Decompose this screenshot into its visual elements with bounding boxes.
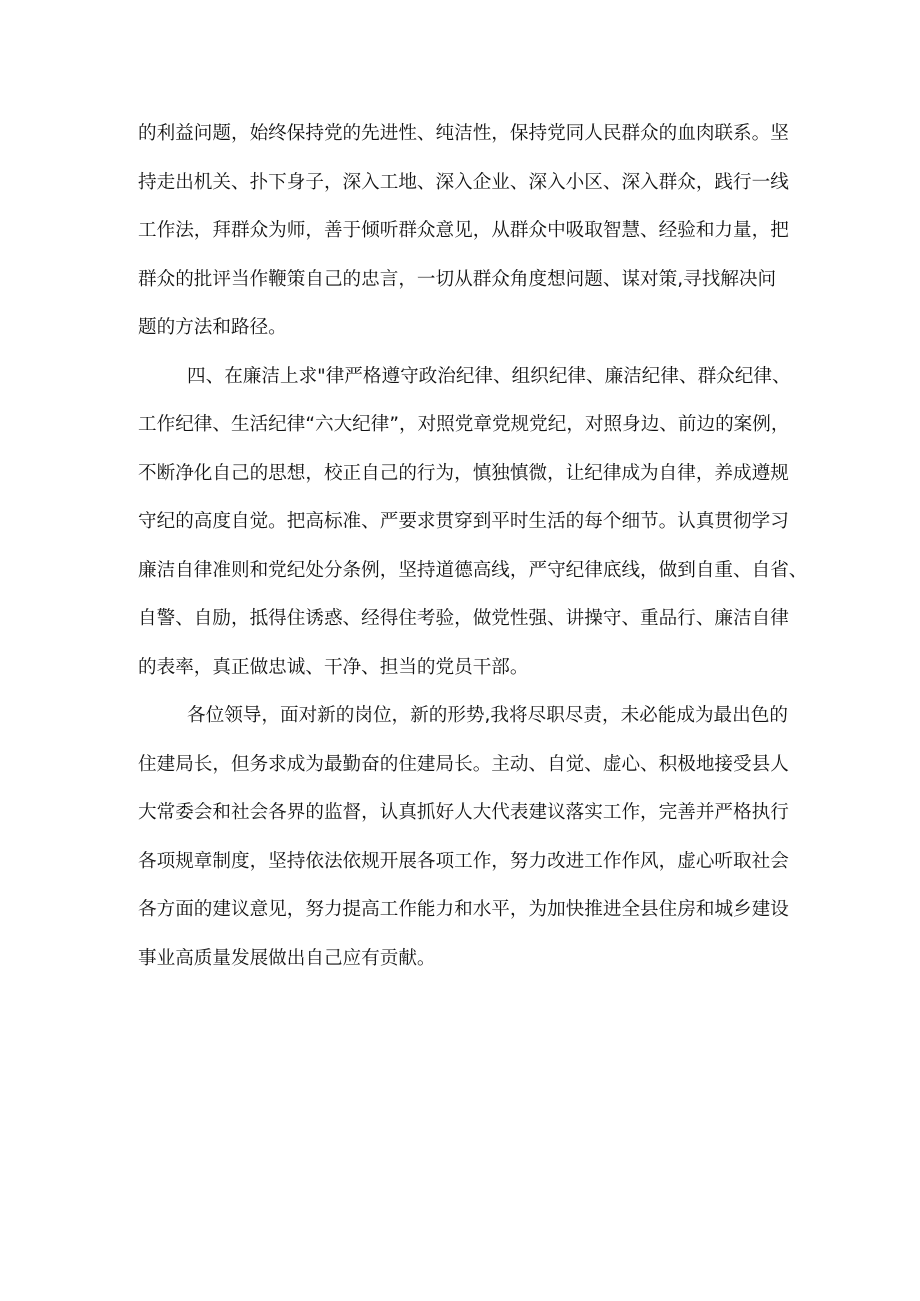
paragraph — [138, 692, 789, 983]
text-line: 的利益问题，始终保持党的先进性、纯洁性，保持党同人民群众的血肉联系。坚 — [138, 123, 789, 144]
text-line: 不断净化自己的思想，校正自己的行为，慎独慎微，让纪律成为自律，养成遵规 — [138, 462, 789, 484]
text-line: 各位领导，面对新的岗位，新的形势,我将尽职尽责，未必能成为最出色的 — [187, 705, 788, 726]
text-line: 持走出机关、扑下身子，深入工地、深入企业、深入小区、深入群众，践行一线 — [138, 171, 789, 193]
paragraph — [138, 353, 808, 693]
document-body — [138, 110, 808, 983]
text-line: 各方面的建议意见，努力提高工作能力和水平，为加快推进全县住房和城乡建设 — [138, 899, 789, 920]
text-line: 各项规章制度，坚持依法依规开展各项工作，努力改进工作作风，虚心听取社会 — [138, 850, 789, 872]
paragraph — [138, 110, 789, 353]
text-line: 自警、自励，抵得住诱惑、经得住考验，做党性强、讲操守、重品行、廉洁自律 — [138, 608, 789, 629]
text-line: 大常委会和社会各界的监督，认真抓好人大代表建议落实工作，完善并严格执行 — [138, 802, 789, 823]
text-line: 四、在廉洁上求"律严格遵守政治纪律、组织纪律、廉洁纪律、群众纪律、 — [187, 365, 791, 387]
text-line: 守纪的高度自觉。把高标准、严要求贯穿到平时生活的每个细节。认真贯彻学习 — [138, 511, 789, 532]
text-line: 工作纪律、生活纪律“六大纪律”，对照党章党规党纪，对照身边、前边的案例， — [138, 414, 790, 435]
text-line: 群众的批评当作鞭策自己的忠言，一切从群众角度想问题、谋对策,寻找解决问 — [138, 268, 777, 290]
text-line: 廉洁自律准则和党纪处分条例，坚持道德高线，严守纪律底线，做到自重、自省、 — [138, 559, 808, 581]
text-line: 工作法，拜群众为师，善于倾听群众意见，从群众中吸取智慧、经验和力量，把 — [138, 220, 789, 241]
text-line: 题的方法和路径。 — [138, 317, 287, 338]
text-line: 的表率，真正做忠诚、干净、担当的党员干部。 — [138, 656, 529, 678]
text-line: 事业高质量发展做出自己应有贡献。 — [138, 947, 436, 969]
text-line: 住建局长，但务求成为最勤奋的住建局长。主动、自觉、虚心、积极地接受县人 — [138, 753, 789, 775]
